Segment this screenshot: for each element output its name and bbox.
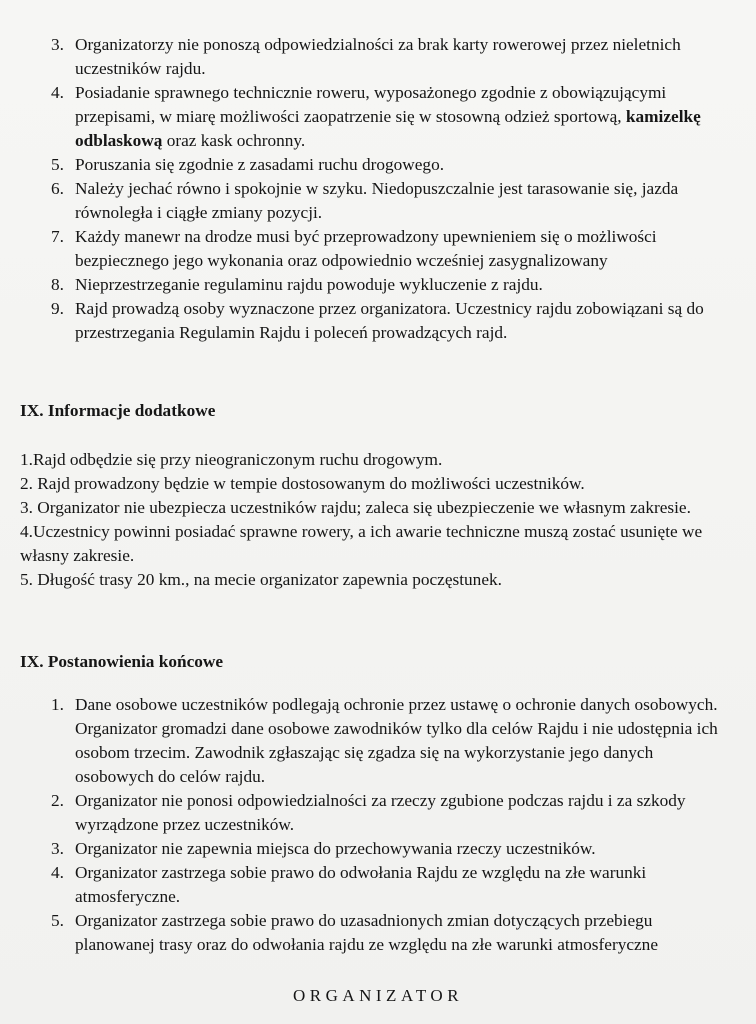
item-number: 4. [51,83,64,102]
item-text-part: Posiadanie sprawnego technicznie roweru, wyposażonego zgodnie z obowiązującymi przepisami, w miarę możliwości zaopatrzenie się w stosowną odzież sportową, [75,83,667,126]
item-number: 5. [51,911,64,930]
rules-item-3 [51,33,735,81]
item-text: Organizatorzy nie ponoszą odpowiedzialności za brak karty rowerowej przez nieletnich uczestników rajdu. [75,35,681,78]
item-text: Każdy manewr na drodze musi być przeprowadzony upewnieniem się o możliwości bezpiecznego jego wykonania oraz odpowiednio wcześniej zasygnalizowany [75,227,657,270]
item-number: 1. [51,695,64,714]
signature-organizer: ORGANIZATOR [292,986,464,1005]
item-text: Organizator zastrzega sobie prawo do uzasadnionych zmian dotyczących przebiegu planowanej trasy oraz do odwołania rajdu ze względu na złe warunki atmosferyczne [75,911,658,954]
final-provisions-list [0,693,756,957]
rules-item-7 [51,225,735,273]
item-text: Poruszania się zgodnie z zasadami ruchu drogowego. [75,155,445,174]
final-item-4 [51,861,735,909]
item-text-part: oraz kask ochronny. [162,131,306,150]
item-text: Dane osobowe uczestników podlegają ochronie przez ustawę o ochronie danych osobowych. Organizator gromadzi dane osobowe zawodników tylko dla celów Rajdu i nie udostępnia ich osobom trzecim. Zawodnik zgłaszając się zgadza się na wykorzystanie jego danych osobowych do celów rajdu. [75,695,718,786]
item-text [75,81,735,153]
rules-list [0,33,756,345]
item-text: Organizator zastrzega sobie prawo do odwołania Rajdu ze względu na złe warunki atmosferyczne. [75,863,647,906]
item-text-bold: kamizelkę odblaskową [75,107,701,150]
item-text: Rajd prowadzą osoby wyznaczone przez organizatora. Uczestnicy rajdu zobowiązani są do przestrzegania Regulamin Rajdu i poleceń prowadzących rajd. [75,299,704,342]
item-text: Organizator nie ponosi odpowiedzialności za rzeczy zgubione podczas rajdu i za szkody wyrządzone przez uczestników. [75,791,686,834]
rules-item-6 [51,177,735,225]
item-number: 2. [51,791,64,810]
final-item-1 [51,693,735,789]
additional-paragraph: 1.Rajd odbędzie się przy nieograniczonym ruchu drogowym. [20,450,443,469]
item-number: 8. [51,275,64,294]
item-number: 4. [51,863,64,882]
item-number: 7. [51,227,64,246]
section-heading-final: IX. Postanowienia końcowe [20,652,224,671]
item-number: 5. [51,155,64,174]
item-number: 9. [51,299,64,318]
item-number: 6. [51,179,64,198]
item-text: Nieprzestrzeganie regulaminu rajdu powoduje wykluczenie z rajdu. [75,275,543,294]
additional-paragraph: 4.Uczestnicy powinni posiadać sprawne rowery, a ich awarie techniczne muszą zostać usunięte we własny zakresie. [20,522,703,565]
rules-item-4 [51,81,735,153]
rules-item-9 [51,297,735,345]
item-text: Organizator nie zapewnia miejsca do przechowywania rzeczy uczestników. [75,839,596,858]
additional-info [20,448,740,592]
item-number: 3. [51,35,64,54]
additional-paragraph: 3. Organizator nie ubezpiecza uczestników rajdu; zaleca się ubezpieczenie we własnym zakresie. [20,498,691,517]
final-item-2 [51,789,735,837]
rules-item-5 [51,153,735,177]
section-heading-additional: IX. Informacje dodatkowe [20,401,216,420]
final-item-3 [51,837,735,861]
final-item-5 [51,909,735,957]
rules-item-8 [51,273,735,297]
item-text: Należy jechać równo i spokojnie w szyku. Niedopuszczalnie jest tarasowanie się, jazda równoległa i ciągłe zmiany pozycji. [75,179,679,222]
additional-paragraph: 5. Długość trasy 20 km., na mecie organizator zapewnia poczęstunek. [20,570,502,589]
item-number: 3. [51,839,64,858]
additional-paragraph: 2. Rajd prowadzony będzie w tempie dostosowanym do możliwości uczestników. [20,474,585,493]
